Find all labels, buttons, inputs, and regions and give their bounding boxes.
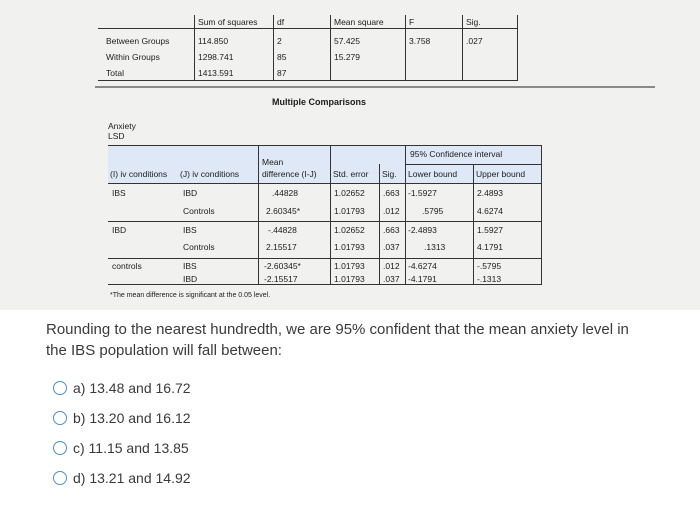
mc-cell-j: IBS [183, 225, 197, 235]
anova-cell: 114.850 [198, 36, 229, 46]
mc-cell-md: -2.60345* [264, 261, 301, 271]
mc-dv: Anxiety [108, 121, 136, 131]
mc-header-mean: Mean [262, 157, 284, 167]
mc-cell-ub: 1.5927 [477, 225, 503, 235]
anova-rule [405, 15, 406, 81]
anova-cell: 1298.741 [198, 52, 234, 62]
mc-cell-i: controls [112, 261, 142, 271]
mc-cell-j: Controls [183, 206, 215, 216]
anova-header-ms: Mean square [334, 17, 384, 27]
mc-cell-sig: .663 [383, 188, 400, 198]
mc-rule [108, 258, 542, 259]
mc-header-lb: Lower bound [408, 169, 458, 179]
anova-header-ss: Sum of squares [198, 17, 258, 27]
mc-cell-lb: -4.1791 [408, 274, 437, 284]
mc-rule [108, 183, 542, 184]
anova-cell: 57.425 [334, 36, 360, 46]
anova-header-df: df [277, 17, 285, 27]
anova-rule [194, 15, 195, 81]
mc-cell-ub: 4.6274 [477, 206, 503, 216]
radio-icon[interactable] [53, 441, 67, 455]
anova-cell: 15.279 [334, 52, 360, 62]
mc-method: LSD [108, 131, 125, 141]
option-c[interactable] [53, 438, 189, 458]
mc-rule [541, 145, 542, 284]
option-label: c) 11.15 and 13.85 [73, 440, 189, 456]
anova-row-label: Within Groups [106, 52, 160, 62]
option-a[interactable] [53, 378, 191, 398]
anova-cell: .027 [466, 36, 483, 46]
anova-rule [517, 15, 518, 81]
mc-header-j: (J) iv conditions [180, 169, 240, 179]
mc-cell-se: 1.02652 [334, 188, 365, 198]
anova-cell: 1413.591 [198, 68, 234, 78]
option-label: b) 13.20 and 16.12 [73, 410, 191, 426]
mc-cell-j: IBD [183, 274, 198, 284]
mc-cell-md: 2.60345* [266, 206, 301, 216]
mc-header-ci: 95% Confidence interval [410, 149, 503, 159]
mc-header-mean-diff: difference (I-J) [262, 169, 317, 179]
mc-cell-ub: 4.1791 [477, 242, 503, 252]
anova-cell: 87 [277, 68, 287, 78]
mc-cell-i: IBD [112, 225, 127, 235]
anova-header-sig: Sig. [466, 17, 481, 27]
mc-cell-i: IBS [112, 188, 126, 198]
mc-cell-ub: 2.4893 [477, 188, 503, 198]
mc-cell-j: IBD [183, 188, 198, 198]
mc-title: Multiple Comparisons [272, 97, 367, 107]
mc-cell-se: 1.01793 [334, 261, 365, 271]
radio-icon[interactable] [53, 471, 67, 485]
anova-rule [462, 15, 463, 81]
mc-header-i: (I) iv conditions [110, 169, 168, 179]
anova-cell: 3.758 [409, 36, 431, 46]
radio-icon[interactable] [53, 411, 67, 425]
mc-cell-md: .44828 [272, 188, 298, 198]
mc-rule [473, 164, 474, 284]
mc-cell-se: 1.01793 [334, 206, 365, 216]
anova-rule [98, 80, 518, 81]
section-divider [95, 86, 655, 88]
mc-header-ub: Upper bound [476, 169, 526, 179]
anova-rule [273, 15, 274, 81]
anova-rule [98, 28, 518, 29]
mc-rule [108, 145, 542, 146]
anova-cell: 85 [277, 52, 287, 62]
mc-cell-ub: -.1313 [477, 274, 502, 284]
mc-rule [379, 164, 380, 284]
mc-header-sig: Sig. [382, 169, 397, 179]
mc-cell-sig: .663 [383, 225, 400, 235]
mc-footnote: *The mean difference is significant at the 0.05 level. [110, 292, 271, 299]
mc-cell-lb: -1.5927 [408, 188, 437, 198]
mc-cell-lb: -2.4893 [408, 225, 437, 235]
mc-cell-md: 2.15517 [266, 242, 297, 252]
option-label: d) 13.21 and 14.92 [73, 470, 191, 486]
mc-rule [330, 145, 331, 284]
mc-cell-sig: .037 [383, 274, 400, 284]
mc-cell-sig: .012 [383, 206, 400, 216]
mc-cell-lb: .1313 [424, 242, 446, 252]
mc-cell-sig: .037 [383, 242, 400, 252]
option-label: a) 13.48 and 16.72 [73, 380, 191, 396]
mc-cell-md: -2.15517 [264, 274, 298, 284]
mc-cell-se: 1.01793 [334, 274, 365, 284]
option-b[interactable] [53, 408, 191, 428]
radio-icon[interactable] [53, 381, 67, 395]
mc-rule [258, 145, 259, 284]
mc-cell-lb: -4.6274 [408, 261, 437, 271]
anova-cell: 2 [277, 36, 282, 46]
mc-cell-md: -.44828 [268, 225, 297, 235]
mc-header-se: Std. error [333, 169, 369, 179]
mc-cell-se: 1.01793 [334, 242, 365, 252]
mc-rule [108, 284, 542, 285]
option-d[interactable] [53, 468, 191, 488]
mc-cell-lb: .5795 [422, 206, 444, 216]
mc-cell-ub: -.5795 [477, 261, 502, 271]
mc-rule [405, 145, 406, 284]
anova-header-f: F [409, 17, 415, 27]
mc-cell-se: 1.02652 [334, 225, 365, 235]
mc-cell-j: IBS [183, 261, 197, 271]
mc-rule [108, 221, 542, 222]
anova-rule [330, 15, 331, 81]
question-text: Rounding to the nearest hundredth, we are 95% confident that the mean anxiety level in the IBS population will fall between: [46, 321, 629, 359]
anova-row-label: Total [106, 68, 124, 78]
mc-cell-sig: .012 [383, 261, 400, 271]
mc-cell-j: Controls [183, 242, 215, 252]
anova-row-label: Between Groups [106, 36, 170, 46]
